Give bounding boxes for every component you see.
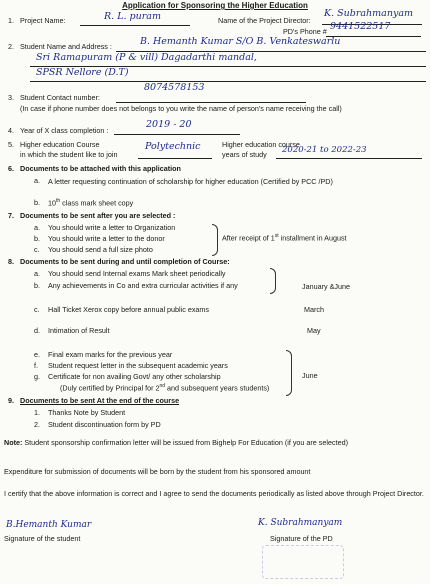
section-7-title: Documents to be sent after you are selected :	[20, 211, 176, 220]
section-8-item-e: Final exam marks for the previous year	[48, 350, 173, 359]
list-letter: a.	[34, 223, 40, 232]
list-number: 1.	[34, 408, 40, 417]
course-label-2: in which the student like to join	[20, 150, 118, 159]
section-8-g-note: (Duly certified by Principal for 2nd and subsequent years students)	[60, 383, 270, 393]
student-signature: B.Hemanth Kumar	[6, 520, 92, 530]
list-letter: b.	[34, 281, 40, 290]
section-8-efg-brace	[286, 350, 292, 396]
pd-signature-label: Signature of the PD	[270, 534, 333, 543]
pd-phone-label: PD's Phone #	[283, 27, 327, 36]
item-number: 6.	[8, 164, 14, 173]
section-9-item-2: Student discontinuation form by PD	[48, 420, 161, 429]
section-8-item-f: Student request letter in the subsequent academic years	[48, 361, 228, 370]
list-letter: c.	[34, 305, 40, 314]
item-number: 2.	[8, 42, 14, 51]
list-letter: e.	[34, 350, 40, 359]
list-letter: d.	[34, 326, 40, 335]
section-7-brace	[212, 224, 218, 256]
list-letter: a.	[34, 269, 40, 278]
contact-label: Student Contact number:	[20, 93, 100, 102]
list-number: 2.	[34, 420, 40, 429]
section-6-title: Documents to be attached with this application	[20, 164, 181, 173]
section-8-efg-when: June	[302, 371, 318, 380]
list-letter: a.	[34, 176, 40, 185]
note-paragraph: Note: Student sponsorship confirmation letter will be issued from Bighelp For Education (if you are selected)	[4, 438, 348, 447]
course-years-label-1: Higher education course	[222, 140, 300, 149]
expenditure-text: Expenditure for submission of documents will be born by the student from his sponsored amount	[4, 467, 311, 476]
section-8-c-when: March	[304, 305, 324, 314]
contact-underline	[116, 102, 306, 103]
item-number: 8.	[8, 257, 14, 266]
section-8-item-c: Hall Ticket Xerox copy before annual public exams	[48, 305, 210, 314]
address-underline-3	[30, 81, 426, 82]
project-name-label: Project Name:	[20, 16, 66, 25]
section-7-item-b: You should write a letter to the donor	[48, 234, 165, 243]
section-8-d-when: May	[307, 326, 321, 335]
course-value: Polytechnic	[145, 141, 201, 152]
course-years-value: 2020-21 to 2022-23	[282, 145, 367, 155]
section-6-item-b: 10th class mark sheet copy	[48, 198, 134, 208]
project-name-value: R. L. puram	[104, 11, 161, 22]
course-years-label-2: years of study	[222, 150, 267, 159]
contact-note: (In case if phone number does not belongs to you write the name of person's name receiving the call)	[20, 104, 342, 113]
student-name-label: Student Name and Address :	[20, 42, 112, 51]
student-address-line1: B. Hemanth Kumar S/O B. Venkateswarlu	[140, 36, 341, 47]
year-x-label: Year of X class completion :	[20, 126, 109, 135]
project-name-underline	[80, 25, 190, 26]
stamp-icon	[262, 545, 344, 579]
pd-phone-value: 9441522517	[330, 21, 391, 32]
list-letter: b.	[34, 234, 40, 243]
section-7-item-a: You should write a letter to Organization	[48, 223, 176, 232]
section-8-ab-brace	[270, 268, 276, 294]
section-8-title: Documents to be sent during and until completion of Course:	[20, 257, 230, 266]
list-letter: f.	[34, 361, 38, 370]
section-7-item-c: You should send a full size photo	[48, 245, 153, 254]
list-letter: b.	[34, 198, 40, 207]
section-8-item-a: You should send Internal exams Mark sheet periodically	[48, 269, 226, 278]
section-8-item-b: Any achievements in Co and extra curricular activities if any	[48, 281, 238, 290]
student-address-line2: Sri Ramapuram (P & vill) Dagadarthi mandal,	[36, 52, 257, 63]
section-6-item-a: A letter requesting continuation of scholarship for higher education (Certified by PCC /PD)	[48, 177, 333, 186]
course-underline	[138, 158, 212, 159]
section-9-item-1: Thanks Note by Student	[48, 408, 126, 417]
director-label: Name of the Project Director:	[218, 16, 311, 25]
student-address-line3: SPSR Nellore (D.T)	[36, 67, 129, 78]
year-x-underline	[114, 134, 240, 135]
item-number: 4.	[8, 126, 14, 135]
list-letter: g.	[34, 372, 40, 381]
item-number: 3.	[8, 93, 14, 102]
section-7-note: After receipt of 1st installment in August	[222, 233, 347, 243]
section-9-title: Documents to be sent At the end of the course	[20, 396, 180, 405]
item-number: 5.	[8, 140, 14, 149]
list-letter: c.	[34, 245, 40, 254]
student-signature-label: Signature of the student	[4, 534, 81, 543]
item-number: 9.	[8, 396, 14, 405]
certify-text: I certify that the above information is correct and I agree to send the documents periodically as listed above through Project Director.	[4, 489, 424, 498]
pd-signature: K. Subrahmanyam	[258, 518, 343, 528]
section-8-item-d: Intimation of Result	[48, 326, 110, 335]
year-x-value: 2019 - 20	[146, 119, 192, 130]
document-title: Application for Sponsoring the Higher Education	[122, 1, 308, 10]
section-8-item-g: Certificate for non availing Govt/ any other scholarship	[48, 372, 221, 381]
course-label-1: Higher education Course	[20, 140, 100, 149]
item-number: 7.	[8, 211, 14, 220]
course-years-underline	[276, 158, 422, 159]
section-8-b-when: January &June	[302, 282, 350, 291]
item-number: 1.	[8, 16, 14, 25]
director-value: K. Subrahmanyam	[324, 8, 413, 19]
student-phone-value: 8074578153	[144, 82, 205, 93]
